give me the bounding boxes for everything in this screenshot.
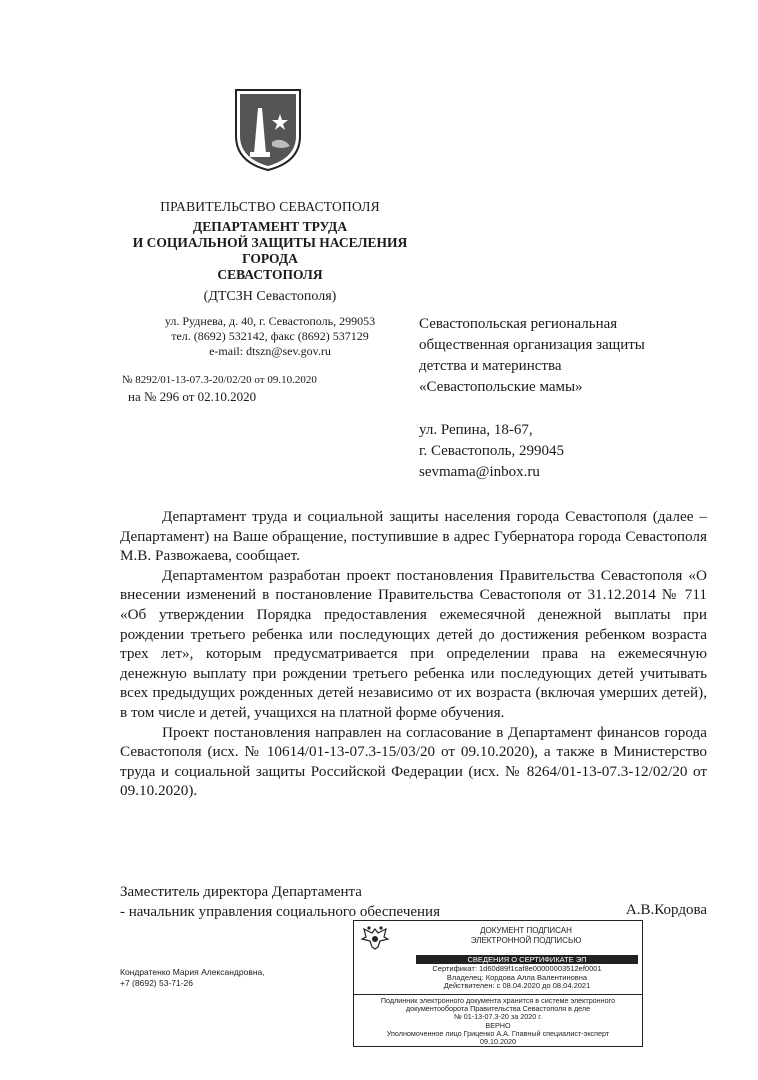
esig-owner: Владелец: Кордова Алла Валентиновна xyxy=(446,972,588,982)
incoming-reference: на № 296 от 02.10.2020 xyxy=(128,389,257,404)
esig-certificate-id: Сертификат: 1d60d89f1caf8e00000003512ef0001 xyxy=(432,964,602,973)
coat-of-arms-icon xyxy=(232,86,304,172)
executor-name: Кондратенко Мария Александровна, xyxy=(120,967,265,977)
electronic-signature-stamp xyxy=(353,920,643,1047)
esig-note-line: ВЕРНО xyxy=(485,1020,511,1030)
letter-body xyxy=(120,507,707,801)
recipient-line: Севастопольская региональная xyxy=(419,316,618,332)
esig-divider xyxy=(354,994,642,995)
government-name: ПРАВИТЕЛЬСТВО СЕВАСТОПОЛЯ xyxy=(160,199,380,214)
signatory-title xyxy=(120,882,707,922)
signatory-title-line: - начальник управления социального обеспечения xyxy=(120,904,440,920)
esig-validity: Действителен: с 08.04.2020 до 08.04.2021 xyxy=(443,981,591,990)
esig-certificate-bar: СВЕДЕНИЯ О СЕРТИФИКАТЕ ЭП xyxy=(416,955,638,964)
executor-info xyxy=(120,967,265,989)
esig-note-line: документооборота Правительства Севастополя в деле xyxy=(405,1004,591,1014)
signatory-title-line: Заместитель директора Департамента xyxy=(120,884,362,900)
signatory-name: А.В.Кордова xyxy=(625,902,707,918)
recipient-line: детства и материнства xyxy=(419,358,562,374)
recipient-email: sevmama@inbox.ru xyxy=(419,464,540,480)
outgoing-number: № 8292/01-13-07.3-20/02/20 от 09.10.2020 xyxy=(122,374,317,386)
body-paragraph: Департамент труда и социальной защиты населения города Севастополя (далее – Департамент) на Ваше обращение, поступившие в адрес Губернатора города Севастополя М.В. Развожаева, сообщает. xyxy=(120,508,707,565)
double-headed-eagle-icon xyxy=(360,925,390,951)
department-line: И СОЦИАЛЬНОЙ ЗАЩИТЫ НАСЕЛЕНИЯ xyxy=(132,235,408,250)
department-name xyxy=(110,219,430,283)
address-line: ул. Руднева, д. 40, г. Севастополь, 299053 xyxy=(164,314,376,328)
body-paragraph: Департаментом разработан проект постановления Правительства Севастополя «О внесении изменений в постановление Правительства Севастополя от 31.12.2014 № 711 «Об утверждении Порядка предоставления ежемесячной денежной выплаты при рождении третьего ребенка или последующих детей до достижения ребенком возраста трех лет», которым предусматривается при определении права на ежемесячную денежную выплату при рождении третьего ребенка или последующих детей учитывать всех предыдущих рожденных детей независимо от их возраста (включая умерших детей), в том числе и детей, учащихся на платной форме обучения. xyxy=(120,566,707,721)
department-line: СЕВАСТОПОЛЯ xyxy=(217,267,323,282)
recipient-address xyxy=(419,420,739,483)
department-line: ГОРОДА xyxy=(242,251,298,266)
esig-title xyxy=(416,926,636,946)
esig-header xyxy=(354,921,642,954)
esig-title-line: ДОКУМЕНТ ПОДПИСАН xyxy=(480,926,572,935)
phone-line: тел. (8692) 532142, факс (8692) 537129 xyxy=(171,329,369,343)
body-paragraph: Проект постановления направлен на согласование в Департамент финансов города Севастополя (исх. № 10614/01-13-07.3-15/03/20 от 09.10.2020), а также в Министерство труда и социальной защиты Российской Федерации (исх. № 8264/01-13-07.3-12/02/20 от 09.10.2020). xyxy=(120,723,707,800)
email-line: e-mail: dtszn@sev.gov.ru xyxy=(209,344,331,358)
recipient-street: ул. Репина, 18-67, xyxy=(419,422,533,438)
department-address xyxy=(120,314,420,359)
esig-title-line: ЭЛЕКТРОННОЙ ПОДПИСЬЮ xyxy=(470,936,582,945)
executor-phone: +7 (8692) 53-71-26 xyxy=(120,978,194,988)
recipient-city: г. Севастополь, 299045 xyxy=(419,443,565,459)
esig-certificate-details xyxy=(394,965,640,991)
esig-note-line: Подлинник электронного документа хранится в системе электронного xyxy=(380,996,616,1005)
esig-note-line: № 01-13-07.3-20 за 2020 г. xyxy=(454,1012,542,1022)
recipient-organization xyxy=(419,314,739,398)
recipient-line: общественная организация защиты xyxy=(419,337,645,353)
esig-note-line: Уполномоченное лицо Гриценко А.А. Главный специалист-эксперт xyxy=(386,1028,610,1038)
esig-note xyxy=(358,997,638,1046)
department-line: ДЕПАРТАМЕНТ ТРУДА xyxy=(192,219,348,234)
department-abbreviation: (ДТСЗН Севастополя) xyxy=(203,289,337,304)
esig-note-line: 09.10.2020 xyxy=(480,1037,516,1047)
recipient-line: «Севастопольские мамы» xyxy=(419,379,583,395)
